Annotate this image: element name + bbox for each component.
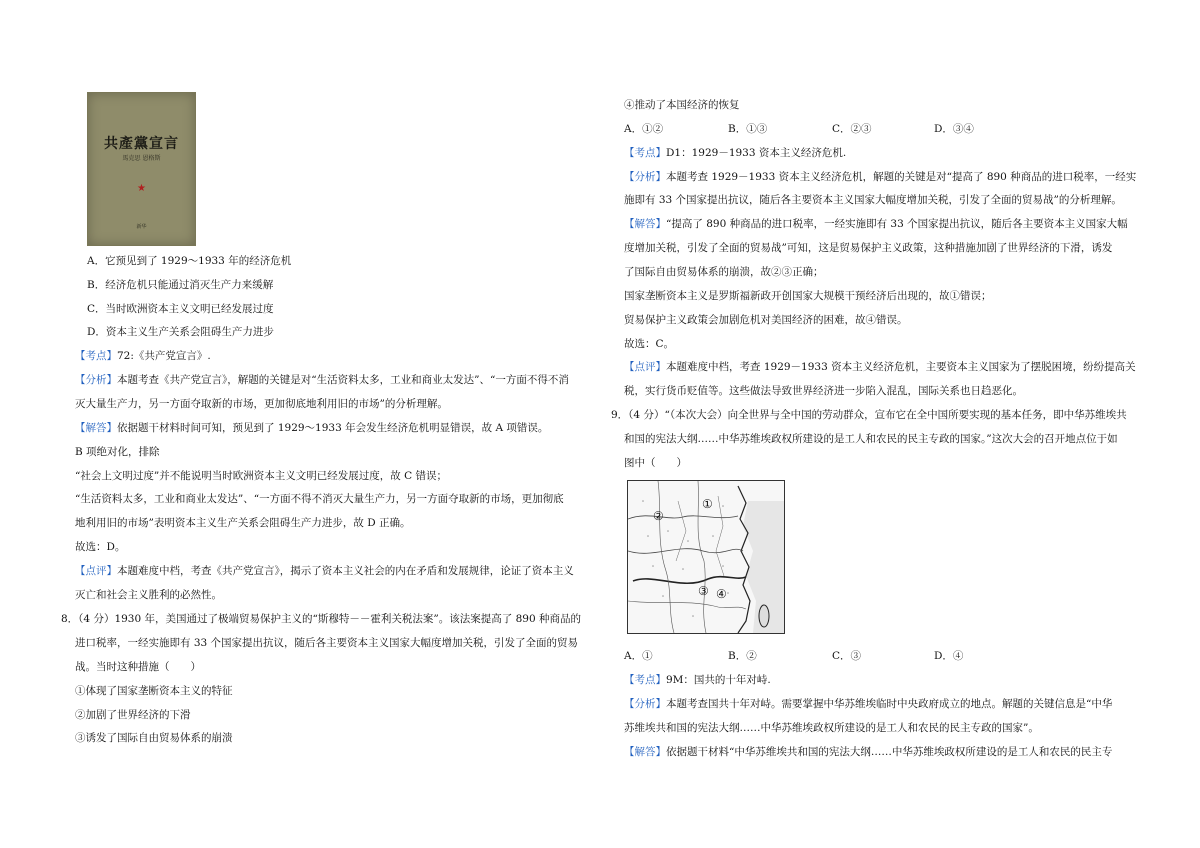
- q9-kaodian: [624, 673, 771, 687]
- q7-option-b: B．经济危机只能通过消灭生产力来缓解: [87, 279, 274, 291]
- map-label-3: ③: [698, 584, 709, 598]
- q8-jieda-line-1: [624, 217, 1128, 231]
- q8-option-c: C．②③: [832, 123, 872, 135]
- fenxi-text: 本题考查《共产党宣言》，解题的关键是对“生活资料太多，工业和商业太发达”、“一方面不得不消: [117, 374, 569, 386]
- q7-jieda-line-2: B 项绝对化，排除: [75, 446, 160, 458]
- q7-kaodian: [75, 349, 211, 363]
- q7-option-a: A．它预见到了 1929～1933 年的经济危机: [87, 255, 292, 267]
- q9-option-d: D．④: [934, 650, 964, 662]
- kaodian-tag: 【考点】: [75, 350, 117, 362]
- fenxi-tag: 【分析】: [624, 698, 666, 710]
- q8-option-b: B．①③: [728, 123, 768, 135]
- q8-jieda-line-3: 了国际自由贸易体系的崩溃，故②③正确；: [624, 266, 824, 278]
- kaodian-text: D1：1929－1933 资本主义经济危机.: [666, 147, 847, 159]
- q7-jieda-line-3: “社会上文明过度”并不能说明当时欧洲资本主义文明已经发展过度，故 C 错误；: [75, 470, 447, 482]
- q7-fenxi-line-1: [75, 373, 569, 387]
- q9-fenxi-line-1: [624, 697, 1112, 711]
- china-map-image: [627, 480, 785, 634]
- q9-stem-line-1: 9．（4 分）“（本次大会）向全世界与全中国的劳动群众，宣布它在全中国所要实现的基本任务，即中华苏维埃共: [611, 409, 1127, 421]
- map-label-4: ④: [716, 587, 727, 601]
- q8-stem-line-1: 8．（4 分）1930 年，美国通过了极端贸易保护主义的“斯穆特－－霍利关税法案”。该法案提高了 890 种商品的: [61, 613, 581, 625]
- jieda-text: 依据题干材料“中华苏维埃共和国的宪法大纲……中华苏维埃政权所建设的是工人和农民的民主专: [666, 746, 1113, 758]
- dianping-tag: 【点评】: [624, 361, 666, 373]
- q7-option-c: C．当时欧洲资本主义文明已经发展过度: [87, 303, 274, 315]
- q8-fenxi-line-2: 施即有 33 个国家提出抗议，随后各主要资本主义国家大幅度增加关税，引发了全面的贸易战”的分析理解。: [624, 194, 1122, 206]
- jieda-tag: 【解答】: [624, 218, 666, 230]
- dianping-tag: 【点评】: [75, 565, 117, 577]
- jieda-text: “提高了 890 种商品的进口税率，一经实施即有 33 个国家提出抗议，随后各主要资本主义国家大幅: [666, 218, 1128, 230]
- dianping-text: 本题难度中档，考查《共产党宣言》，揭示了资本主义社会的内在矛盾和发展规律，论证了资本主义: [117, 565, 574, 577]
- kaodian-text: 9M：国共的十年对峙.: [666, 674, 771, 686]
- q8-stem-line-2: 进口税率，一经实施即有 33 个国家提出抗议，随后各主要资本主义国家大幅度增加关税，引发了全面的贸易: [75, 637, 579, 649]
- q8-fenxi-line-1: [624, 170, 1136, 184]
- book-cover-image: [87, 92, 196, 246]
- q8-option-a: A．①②: [624, 123, 664, 135]
- q9-jieda-line-1: [624, 745, 1112, 759]
- q7-dianping-line-1: [75, 564, 574, 578]
- q7-jieda-line-6: 故选：D。: [75, 541, 126, 553]
- q8-dianping-line-1: [624, 360, 1136, 374]
- jieda-text: 依据题干材料时间可知，预见到了 1929～1933 年会发生经济危机明显错误，故 A 项错误。: [117, 422, 549, 434]
- kaodian-tag: 【考点】: [624, 147, 666, 159]
- jieda-tag: 【解答】: [624, 746, 666, 758]
- fenxi-tag: 【分析】: [75, 374, 117, 386]
- q9-stem-line-2: 和国的宪法大纲……中华苏维埃政权所建设的是工人和农民的民主专政的国家。”这次大会的召开地点位于如: [624, 433, 1118, 445]
- q7-fenxi-line-2: 灭大量生产力，另一方面夺取新的市场，更加彻底地利用旧的市场”的分析理解。: [75, 398, 448, 410]
- q8-item-1: ①体现了国家垄断资本主义的特征: [75, 685, 233, 697]
- q8-option-d: D．③④: [934, 123, 974, 135]
- jieda-tag: 【解答】: [75, 422, 117, 434]
- q8-kaodian: [624, 146, 846, 160]
- dianping-text: 本题难度中档，考查 1929－1933 资本主义经济危机，主要资本主义国家为了摆脱困境，纷纷提高关: [666, 361, 1136, 373]
- q7-option-d: D．资本主义生产关系会阻碍生产力进步: [87, 326, 274, 338]
- q9-stem-line-3: 图中（ ）: [624, 457, 687, 469]
- q7-jieda-line-5: 地利用旧的市场”表明资本主义生产关系会阻碍生产力进步，故 D 正确。: [75, 517, 411, 529]
- q8-item-4: ④推动了本国经济的恢复: [624, 99, 740, 111]
- q8-stem-line-3: 战。当时这种措施（ ）: [75, 661, 201, 673]
- q8-dianping-line-2: 税，实行货币贬值等。这些做法导致世界经济进一步陷入混乱，国际关系也日趋恶化。: [624, 385, 1023, 397]
- q7-jieda-line-1: [75, 421, 548, 435]
- q9-option-c: C．③: [832, 650, 862, 662]
- q7-dianping-line-2: 灭亡和社会主义胜利的必然性。: [75, 589, 222, 601]
- fenxi-tag: 【分析】: [624, 171, 666, 183]
- q8-jieda-line-5: 贸易保护主义政策会加剧危机对美国经济的困难，故④错误。: [624, 314, 908, 326]
- map-label-2: ②: [653, 509, 664, 523]
- q8-item-2: ②加剧了世界经济的下滑: [75, 709, 191, 721]
- book-subtitle: 馬克思 恩格斯: [122, 155, 161, 162]
- kaodian-tag: 【考点】: [624, 674, 666, 686]
- q8-jieda-line-2: 度增加关税，引发了全面的贸易战”可知，这是贸易保护主义政策，这种措施加剧了世界经济的下滑，诱发: [624, 242, 1113, 254]
- q8-jieda-line-6: 故选：C。: [624, 338, 675, 350]
- q9-option-a: A．①: [624, 650, 653, 662]
- book-title: 共產黨宣言: [104, 136, 179, 152]
- q9-option-b: B．②: [728, 650, 757, 662]
- fenxi-text: 本题考查国共十年对峙。需要掌握中华苏维埃临时中央政府成立的地点。解题的关键信息是“中华: [666, 698, 1113, 710]
- book-footer: 新华: [136, 224, 147, 230]
- map-label-1: ①: [702, 497, 713, 511]
- q8-jieda-line-4: 国家垄断资本主义是罗斯福新政开创国家大规模干预经济后出现的，故①错误；: [624, 290, 992, 302]
- star-icon: ★: [137, 183, 146, 194]
- q9-fenxi-line-2: 苏维埃共和国的宪法大纲……中华苏维埃政权所建设的是工人和农民的民主专政的国家”。: [624, 722, 1039, 734]
- fenxi-text: 本题考查 1929－1933 资本主义经济危机，解题的关键是对“提高了 890 种商品的进口税率，一经实: [666, 171, 1137, 183]
- q8-item-3: ③诱发了国际自由贸易体系的崩溃: [75, 732, 233, 744]
- kaodian-text: 72:《共产党宣言》.: [117, 350, 211, 362]
- q7-jieda-line-4: “生活资料太多，工业和商业太发达”、“一方面不得不消灭大量生产力，另一方面夺取新的市场，更加彻底: [75, 493, 564, 505]
